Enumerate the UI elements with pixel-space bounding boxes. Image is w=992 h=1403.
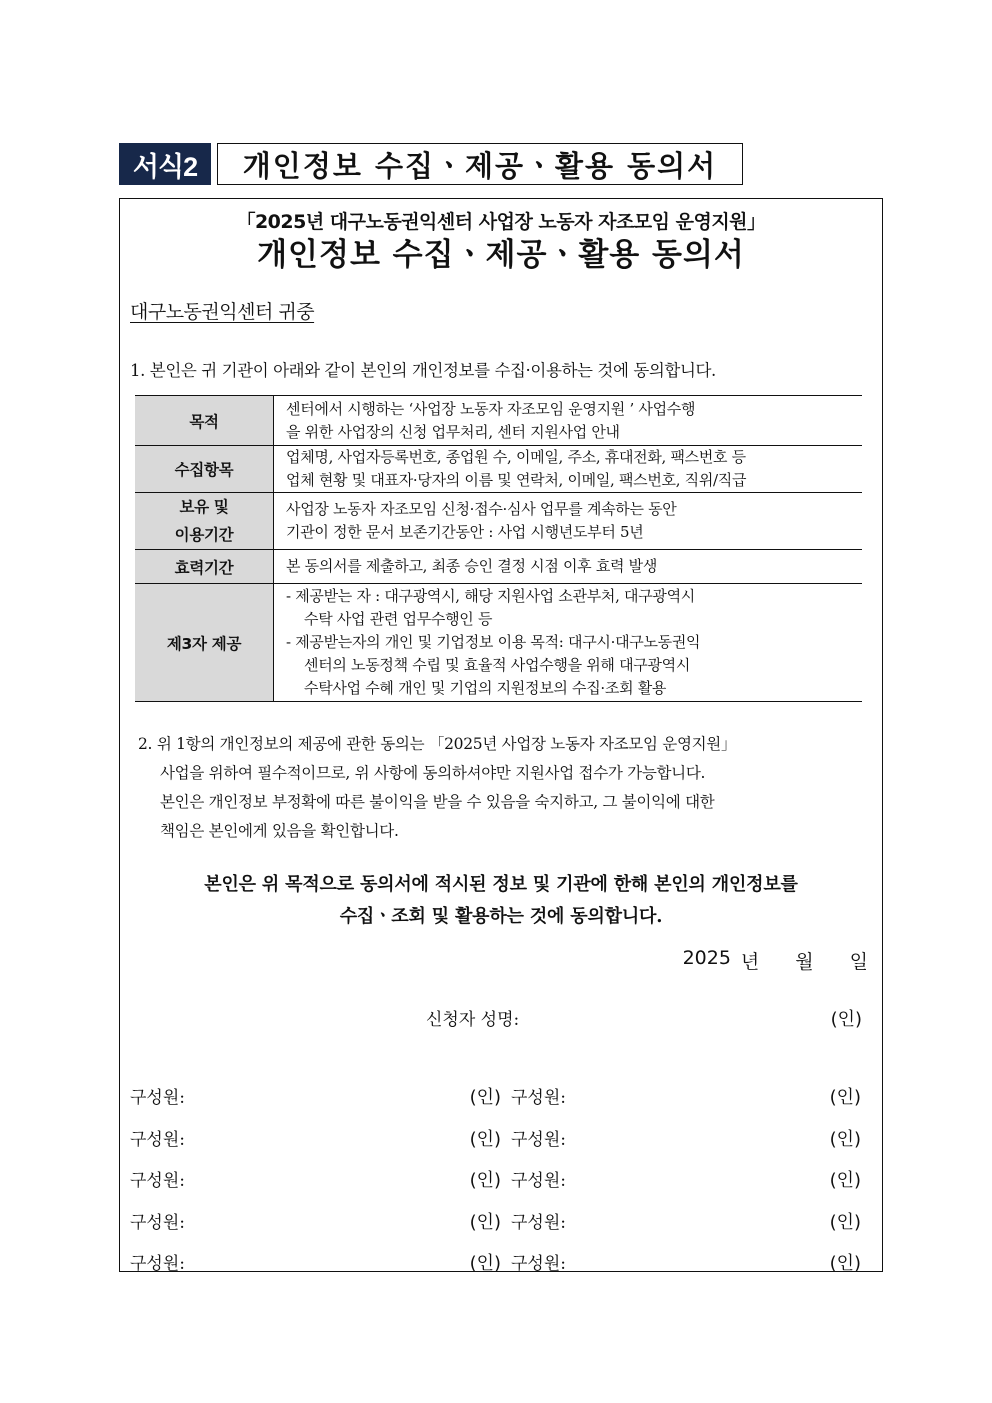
section-1-text: 1. 본인은 귀 기관이 아래와 같이 본인의 개인정보를 수집·이용하는 것에 동의합니다. [130, 361, 716, 380]
items-value: 업체명, 사업자등록번호, 종업원 수, 이메일, 주소, 휴대전화, 팩스번호 등 업체 현황 및 대표자·당자의 이름 및 연락처, 이메일, 팩스번호, 직위/직급 [274, 446, 863, 493]
purpose-label: 목적 [135, 396, 274, 446]
table-row-items [135, 446, 862, 493]
member-row [130, 1200, 865, 1242]
retention-value: 사업장 노동자 자조모임 신청·접수·심사 업무를 계속하는 동안 기관이 정한 문서 보존기간동안 : 사업 시행년도부터 5년 [274, 493, 863, 550]
third-party-value: - 제공받는 자 : 대구광역시, 해당 지원사업 소관부처, 대구광역시 수탁 사업 관련 업무수행인 등 - 제공받는자의 개인 및 기업정보 이용 목적: 대구시·대구노동권익 센터의 노동정책 수립 및 효율적 사업수행을 위해 대구광역시 수탁사업 수혜 개인 및 기업의 지원정보의 수집·조회 활용 [274, 584, 863, 702]
date-day-unit: 일 [849, 951, 868, 973]
table-row-validity [135, 550, 862, 584]
member-seal: (인) [829, 1253, 861, 1275]
section-2-text: 2. 위 1항의 개인정보의 제공에 관한 동의는 「2025년 사업장 노동자 자조모임 운영지원」 사업을 위하여 필수적이므로, 위 사항에 동의하셔야만 지원사업 접수가 가능합니다. 본인은 개인정보 부정확에 따른 불이익을 받을 수 있음을 숙지하고, 그 불이익에 대한 책임은 본인에게 있음을 확인합니다. [138, 735, 737, 840]
member-seal: (인) [469, 1170, 501, 1192]
form-header [119, 143, 743, 185]
member-label: 구성원: [130, 1129, 185, 1150]
member-row [130, 1075, 865, 1117]
table-row-purpose [135, 396, 862, 446]
member-label: 구성원: [130, 1254, 185, 1275]
member-label: 구성원: [130, 1088, 185, 1109]
validity-label: 효력기간 [135, 550, 274, 584]
consent-form-body [119, 198, 883, 1275]
items-label: 수집항목 [135, 446, 274, 493]
member-seal: (인) [469, 1253, 501, 1275]
recipient-line: 대구노동권익센터 귀중 [130, 301, 315, 323]
form-number-badge: 서식2 [119, 143, 211, 185]
consent-statement: 본인은 위 목적으로 동의서에 적시된 정보 및 기관에 한해 본인의 개인정보를 수집ㆍ조회 및 활용하는 것에 동의합니다. [204, 874, 798, 927]
applicant-seal: (인) [830, 1009, 862, 1030]
member-label: 구성원: [130, 1212, 185, 1233]
member-seal: (인) [469, 1211, 501, 1233]
date-year: 2025 [682, 947, 731, 969]
member-label: 구성원: [511, 1212, 566, 1233]
document-title: 개인정보 수집ㆍ제공ㆍ활용 동의서 [257, 237, 745, 273]
table-row-third-party [135, 584, 862, 702]
table-row-retention [135, 493, 862, 550]
member-seal: (인) [469, 1087, 501, 1109]
program-subtitle: 「2025년 대구노동권익센터 사업장 노동자 자조모임 운영지원」 [236, 211, 766, 233]
date-line [683, 947, 868, 974]
member-seal: (인) [829, 1170, 861, 1192]
third-party-label: 제3자 제공 [135, 584, 274, 702]
member-seal: (인) [829, 1087, 861, 1109]
member-label: 구성원: [511, 1254, 566, 1275]
retention-label: 보유 및 이용기간 [135, 493, 274, 550]
personal-info-table [135, 395, 862, 702]
member-seal: (인) [829, 1128, 861, 1150]
member-label: 구성원: [511, 1088, 566, 1109]
member-label: 구성원: [511, 1171, 566, 1192]
date-year-unit: 년 [740, 951, 760, 973]
date-month-unit: 월 [795, 951, 814, 973]
member-row [130, 1158, 865, 1200]
member-label: 구성원: [130, 1171, 185, 1192]
validity-value: 본 동의서를 제출하고, 최종 승인 결정 시점 이후 효력 발생 [274, 550, 863, 584]
member-signature-list [130, 1075, 865, 1283]
member-seal: (인) [829, 1211, 861, 1233]
member-row [130, 1117, 865, 1159]
applicant-name-label: 신청자 성명: [426, 1010, 520, 1030]
header-title: 개인정보 수집ㆍ제공ㆍ활용 동의서 [217, 143, 743, 185]
purpose-value: 센터에서 시행하는 ‘사업장 노동자 자조모임 운영지원 ’ 사업수행 을 위한 사업장의 신청 업무처리, 센터 지원사업 안내 [274, 396, 863, 446]
member-row [130, 1241, 865, 1283]
member-label: 구성원: [511, 1129, 566, 1150]
member-seal: (인) [469, 1128, 501, 1150]
